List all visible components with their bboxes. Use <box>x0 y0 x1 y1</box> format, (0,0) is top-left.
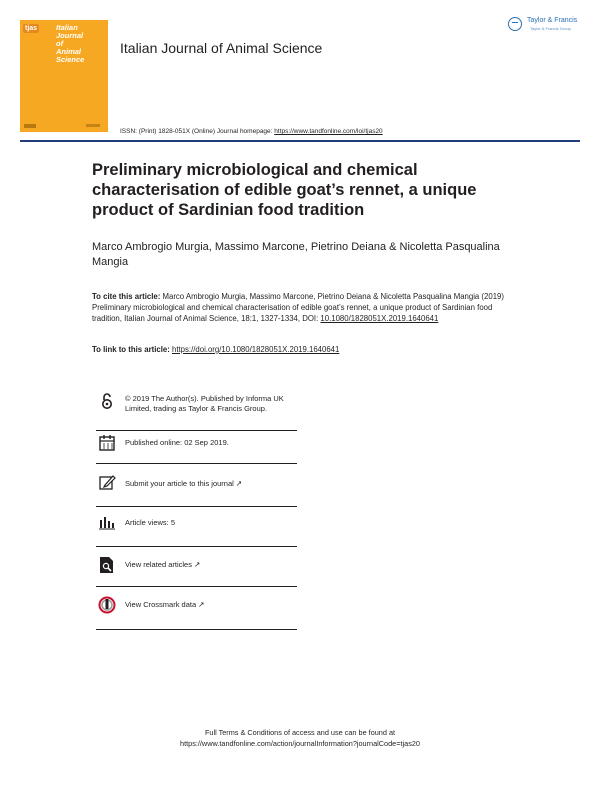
cover-barcode-mark <box>86 124 100 127</box>
footer-terms: Full Terms & Conditions of access and use can be found at <box>204 728 396 737</box>
cover-logo: tjas <box>25 25 38 32</box>
row-divider <box>96 546 297 547</box>
row-divider <box>96 463 297 464</box>
row-divider <box>96 430 297 431</box>
publisher-name: Taylor & Francis <box>527 17 578 24</box>
submit-article-link[interactable]: Submit your article to this journal ↗ <box>125 479 243 488</box>
footer-terms-link[interactable]: https://www.tandfonline.com/action/journalInformation?journalCode=tjas20 <box>180 739 420 748</box>
row-divider <box>96 586 297 587</box>
related-articles-link[interactable]: View related articles ↗ <box>125 560 201 569</box>
crossmark-icon <box>98 596 116 614</box>
doi-link[interactable]: 10.1080/1828051X.2019.1640641 <box>320 314 439 323</box>
journal-title[interactable]: Italian Journal of Animal Science <box>120 40 323 56</box>
footer <box>0 727 600 749</box>
publisher-group: Taylor & Francis Group <box>530 26 571 31</box>
authors: Marco Ambrogio Murgia, Massimo Marcone, Pietrino Deiana & Nicoletta Pasqualina Mangia <box>92 241 500 268</box>
calendar-icon <box>98 434 116 452</box>
cover-publisher-mark <box>24 124 36 128</box>
row-divider <box>96 506 297 507</box>
bar-chart-icon <box>98 513 116 531</box>
header-divider <box>20 140 580 142</box>
article-url-link[interactable]: https://doi.org/10.1080/1828051X.2019.1640641 <box>172 345 340 354</box>
citation: To cite this article: Marco Ambrogio Murgia, Massimo Marcone, Pietrino Deiana & Nicoletta Pasqualina Mangia (2019) Preliminary microbiological and chemical characterisation of edible goat’s rennet, a unique product of Sardinian food tradition, Italian Journal of Animal Science, 18:1, 1327-1334, DOI: 10.1080/1828051X.2019.1640641 <box>92 292 504 323</box>
journal-homepage-link[interactable]: https://www.tandfonline.com/loi/tjas20 <box>274 128 383 135</box>
cover-title: Italian Journal of Animal Science <box>56 23 85 64</box>
open-access-icon <box>98 392 116 410</box>
license-text: © 2019 The Author(s). Published by Informa UK Limited, trading as Taylor & Francis Group. <box>125 394 284 413</box>
article-title: Preliminary microbiological and chemical characterisation of edible goat’s rennet, a unique product of Sardinian food tradition <box>92 161 477 219</box>
article-views: Article views: 5 <box>125 518 176 527</box>
row-divider <box>96 629 297 630</box>
published-date: Published online: 02 Sep 2019. <box>125 438 229 447</box>
edit-icon <box>98 473 116 491</box>
search-document-icon <box>98 556 116 574</box>
external-link-icon: ↗ <box>198 600 205 609</box>
external-link-icon: ↗ <box>235 479 243 488</box>
article-link: To link to this article: https://doi.org/10.1080/1828051X.2019.1640641 <box>92 345 340 354</box>
external-link-icon: ↗ <box>194 560 201 569</box>
crossmark-link[interactable]: View Crossmark data ↗ <box>125 600 205 609</box>
issn-line: ISSN: (Print) 1828-051X (Online) Journal homepage: https://www.tandfonline.com/loi/tjas20 <box>120 128 383 135</box>
taylor-francis-logo-icon <box>508 17 522 31</box>
taylor-francis-logo[interactable] <box>508 16 588 34</box>
journal-cover <box>20 20 108 132</box>
